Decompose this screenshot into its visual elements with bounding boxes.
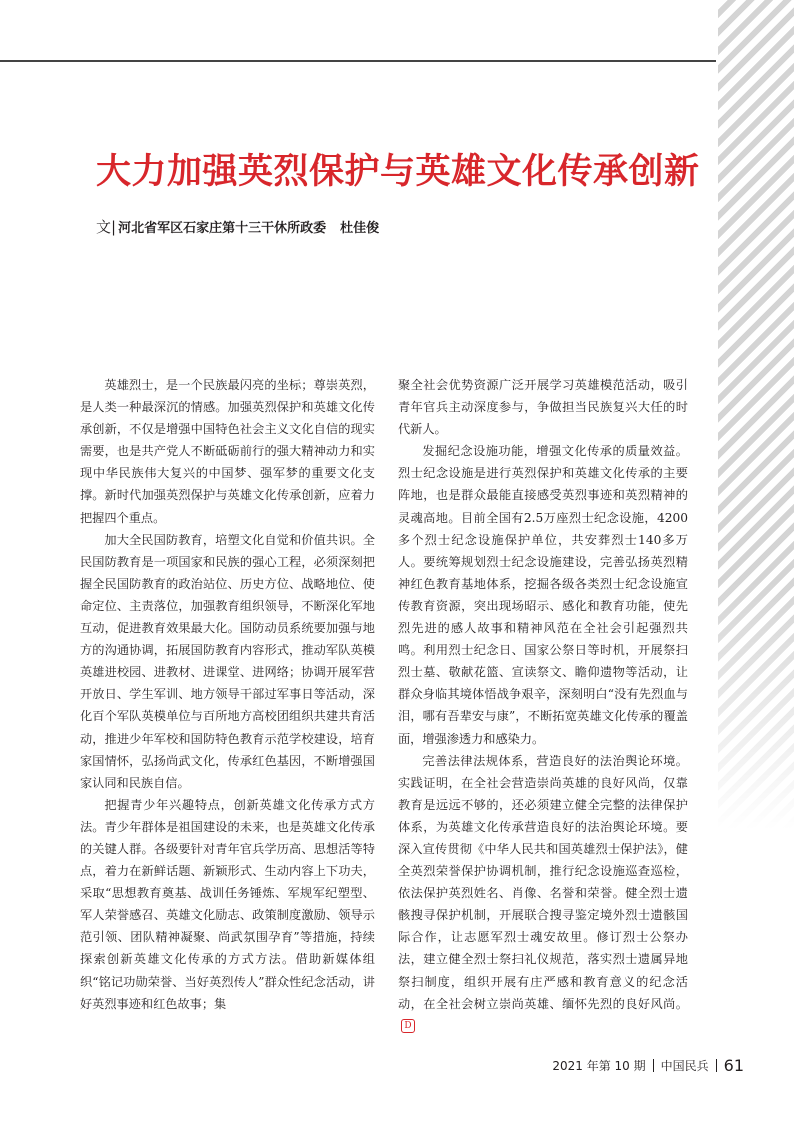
magazine-name: 中国民兵: [660, 1059, 709, 1073]
footer-separator: [716, 1059, 717, 1072]
header-rule: [0, 60, 716, 62]
paragraph: 聚全社会优势资源广泛开展学习英雄模范活动，吸引青年官兵主动深度参与，争做担当民族复兴大任的时代新人。: [398, 378, 688, 437]
paragraph: 把握青少年兴趣特点，创新英雄文化传承方式方法。青少年群体是祖国建设的未来，也是英雄文化传承的关键人群。各级要针对青年官兵学历高、思想活等特点，着力在新鲜话题、新颖形式、生动内容上下功夫，采取“思想教育奠基、战训任务锤炼、军规军纪塑型、军人荣誉感召、英雄文化励志、政策制度激励、领导示范引领、团队精神凝聚、尚武氛围孕育”等措施，持续探索创新英雄文化传承的方式方法。借助新媒体组织“铭记功勋荣誉、当好英烈传人”群众性纪念活动，讲好英烈事迹和红色故事；集: [80, 797, 375, 1011]
paragraph: 加大全民国防教育，培塑文化自觉和价值共识。全民国防教育是一项国家和民族的强心工程，必须深刻把握全民国防教育的政治站位、历史方位、战略地位、使命定位、主责落位，加强教育组织领导，不断深化军地互动，促进教育效果最大化。国防动员系统要加强与地方的沟通协调，拓展国防教育内容形式，推动军队英模英雄进校园、进教材、进课堂、进网络；协调开展军营开放日、学生军训、地方领导干部过军事日等活动，深化百个军队英模单位与百所地方高校团组织共建共育活动，推进少年军校和国防特色教育示范学校建设，培育家国情怀，弘扬尚武文化，传承红色基因，不断增强国家认同和民族自信。: [80, 532, 375, 790]
article-byline: [96, 217, 379, 239]
author-unit: 河北省军区石家庄第十三干休所政委: [118, 221, 327, 236]
right-column: [398, 374, 688, 1037]
page-number: 61: [723, 1056, 744, 1075]
paragraph: 发掘纪念设施功能，增强文化传承的质量效益。烈士纪念设施是进行英烈保护和英雄文化传承的主要阵地，也是群众最能直接感受英烈事迹和英烈精神的灵魂高地。目前全国有2.5万座烈士纪念设施，4200多个烈士纪念设施保护单位，共安葬烈士140多万人。要统筹规划烈士纪念设施建设，完善弘扬英烈精神红色教育基地体系，挖掘各级各类烈士纪念设施宣传教育资源，突出现场昭示、感化和教育功能，使先烈先进的感人故事和精神风范在全社会引起强烈共鸣。利用烈士纪念日、国家公祭日等时机，开展祭扫烈士墓、敬献花篮、宣读祭文、瞻仰遗物等活动，让群众身临其境体悟战争艰辛，深刻明白“没有先烈血与泪，哪有吾辈安与康”，不断拓宽英雄文化传承的覆盖面，增强渗透力和感染力。: [398, 444, 688, 746]
decorative-stripes-fade: [718, 0, 794, 830]
article-title: 大力加强英烈保护与英雄文化传承创新: [96, 151, 700, 192]
byline-prefix: 文|: [96, 218, 117, 236]
issue-label: 2021 年第 10 期: [552, 1059, 646, 1073]
end-mark-icon: D: [401, 1019, 415, 1033]
author-name: 杜佳俊: [340, 221, 380, 236]
last-paragraph: [398, 750, 688, 1037]
left-column: [80, 374, 375, 1015]
paragraph-text: 完善法律法规体系，营造良好的法治舆论环境。实践证明，在全社会营造崇尚英雄的良好风尚，仅靠教育是远远不够的，还必须建立健全完整的法律保护体系，为英雄文化传承营造良好的法治舆论环境。要深入宣传贯彻《中华人民共和国英雄烈士保护法》，健全英烈荣誉保护协调机制，推行纪念设施巡查巡检，依法保护英烈姓名、肖像、名誉和荣誉。健全烈士遗骸搜寻保护机制，开展联合搜寻鉴定境外烈士遗骸国际合作，让志愿军烈士魂安故里。修订烈士公祭办法，建立健全烈士祭扫礼仪规范，落实烈士遗属异地祭扫制度，组织开展有庄严感和教育意义的纪念活动，在全社会树立崇尚英雄、缅怀先烈的良好风尚。: [398, 753, 688, 1011]
page-footer: [552, 1056, 744, 1076]
footer-separator: [653, 1059, 654, 1072]
paragraph: 英雄烈士，是一个民族最闪亮的坐标；尊崇英烈，是人类一种最深沉的情感。加强英烈保护和英雄文化传承创新，不仅是增强中国特色社会主义文化自信的现实需要，也是共产党人不断砥砺前行的强大精神动力和实现中华民族伟大复兴的中国梦、强军梦的重要文化支撑。新时代加强英烈保护与英雄文化传承创新，应着力把握四个重点。: [80, 378, 375, 525]
